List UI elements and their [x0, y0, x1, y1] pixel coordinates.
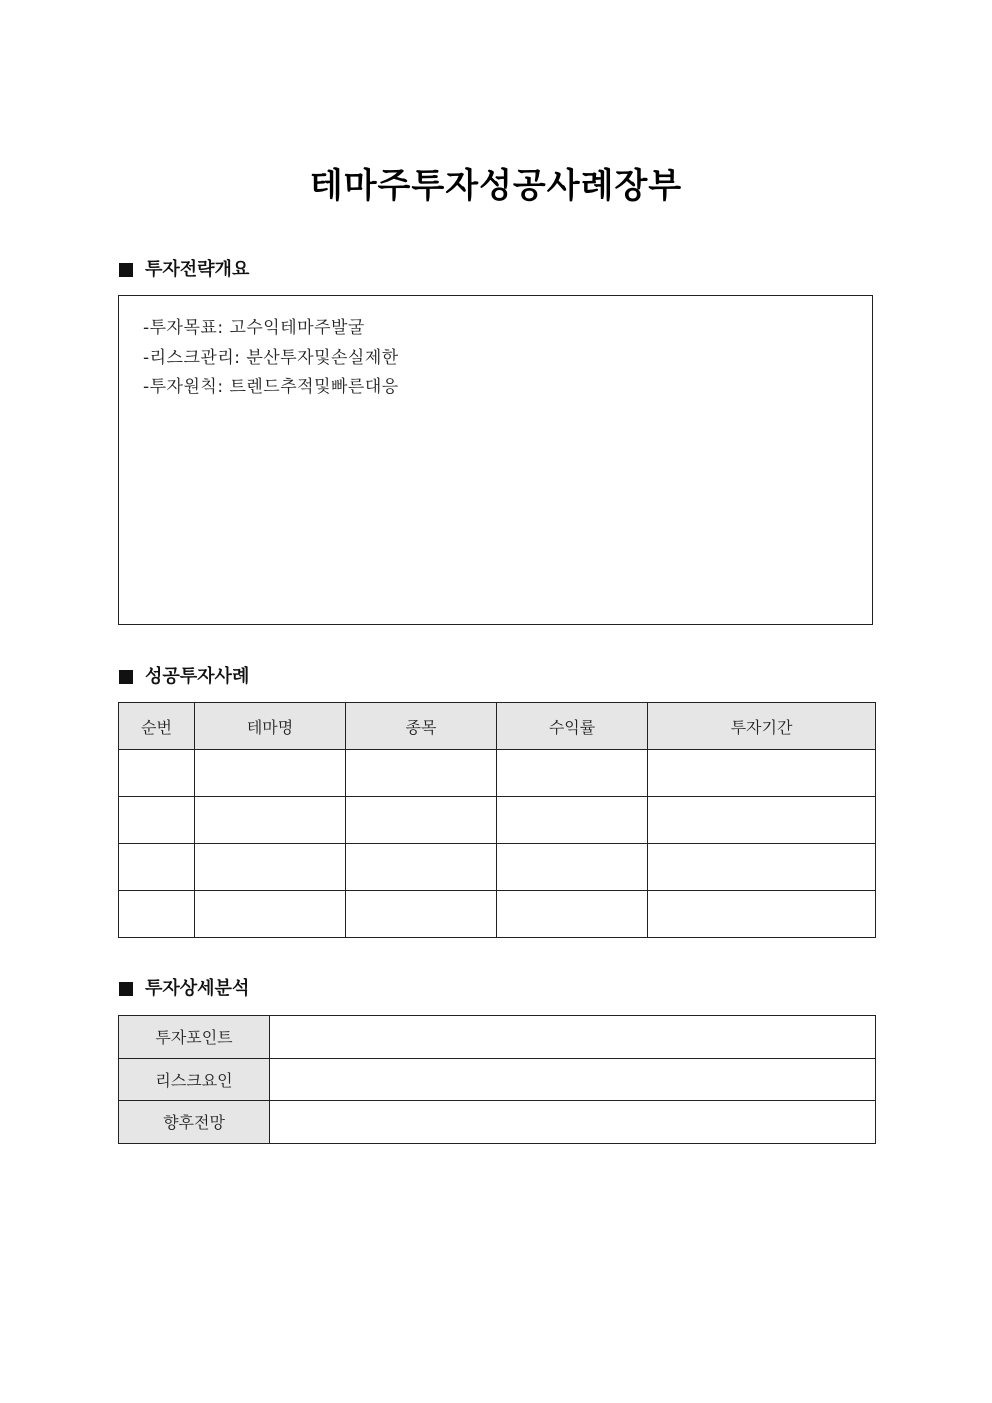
page-title: 테마주투자성공사례장부	[309, 166, 683, 206]
cell-theme[interactable]	[195, 797, 346, 844]
cell-stock[interactable]	[346, 750, 497, 797]
table-row	[119, 1016, 876, 1059]
section-heading-label: 성공투자사례	[145, 666, 250, 687]
row-label-outlook: 향후전망	[119, 1101, 270, 1144]
row-label-risk-factor: 리스크요인	[119, 1058, 270, 1101]
cell-return[interactable]	[497, 844, 648, 891]
column-header-theme: 테마명	[195, 703, 346, 750]
section-heading-overview	[119, 258, 249, 282]
section-heading-detail	[119, 977, 249, 1001]
cell-period[interactable]	[648, 891, 876, 938]
cell-theme[interactable]	[195, 844, 346, 891]
square-bullet-icon	[119, 982, 133, 996]
table-row	[119, 750, 876, 797]
cell-investment-point-value[interactable]	[270, 1016, 876, 1059]
overview-line-principle: -투자원칙: 트렌드추적및빠른대응	[143, 377, 399, 397]
cell-number[interactable]	[119, 844, 195, 891]
cell-stock[interactable]	[346, 797, 497, 844]
cell-risk-factor-value[interactable]	[270, 1058, 876, 1101]
row-label-investment-point: 투자포인트	[119, 1016, 270, 1059]
table-row	[119, 797, 876, 844]
column-header-return: 수익률	[497, 703, 648, 750]
table-row	[119, 844, 876, 891]
cell-stock[interactable]	[346, 891, 497, 938]
section-heading-cases	[119, 665, 249, 689]
overview-line-risk: -리스크관리: 분산투자및손실제한	[143, 347, 399, 368]
overview-line-goal: -투자목표: 고수익테마주발굴	[143, 318, 365, 338]
column-header-stock: 종목	[346, 703, 497, 750]
cell-theme[interactable]	[195, 750, 346, 797]
cell-stock[interactable]	[346, 844, 497, 891]
cell-return[interactable]	[497, 750, 648, 797]
overview-text-box[interactable]	[118, 295, 873, 625]
cell-return[interactable]	[497, 891, 648, 938]
square-bullet-icon	[119, 670, 133, 684]
square-bullet-icon	[119, 263, 133, 277]
cell-outlook-value[interactable]	[270, 1101, 876, 1144]
column-header-period: 투자기간	[648, 703, 876, 750]
table-row	[119, 1101, 876, 1144]
section-heading-label: 투자전략개요	[145, 259, 250, 280]
column-header-number: 순번	[119, 703, 195, 750]
detail-analysis-table	[118, 1015, 876, 1144]
cell-return[interactable]	[497, 797, 648, 844]
cell-number[interactable]	[119, 891, 195, 938]
cell-number[interactable]	[119, 750, 195, 797]
cell-number[interactable]	[119, 797, 195, 844]
cell-theme[interactable]	[195, 891, 346, 938]
cell-period[interactable]	[648, 844, 876, 891]
cell-period[interactable]	[648, 797, 876, 844]
table-row	[119, 1058, 876, 1101]
table-header-row	[119, 703, 876, 750]
section-heading-label: 투자상세분석	[145, 978, 250, 999]
success-cases-table	[118, 702, 876, 938]
table-row	[119, 891, 876, 938]
cell-period[interactable]	[648, 750, 876, 797]
